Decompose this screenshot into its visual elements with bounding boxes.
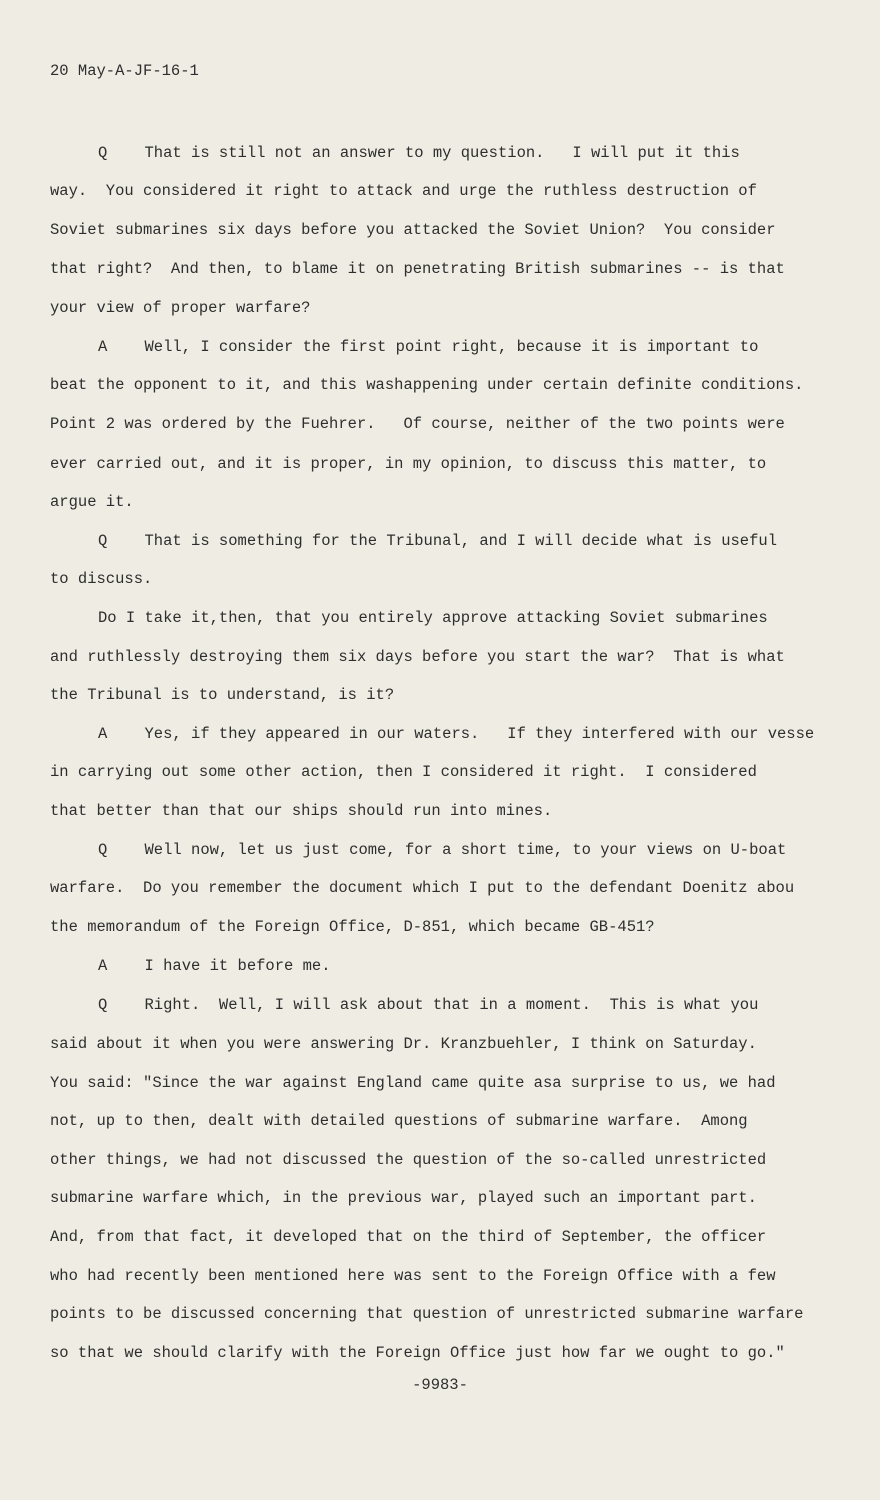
text-line: A I have it before me. xyxy=(98,957,331,975)
text-line: A Yes, if they appeared in our waters. If they interfered with our vesse xyxy=(98,725,815,743)
text-line: argue it. xyxy=(50,493,134,511)
text-line: points to be discussed concerning that question of unrestricted submarine warfare xyxy=(50,1305,804,1323)
text-line: You said: "Since the war against England came quite asa surprise to us, we had xyxy=(50,1074,776,1092)
text-line: that right? And then, to blame it on penetrating British submarines -- is that xyxy=(50,260,785,278)
text-line: who had recently been mentioned here was sent to the Foreign Office with a few xyxy=(50,1267,776,1285)
text-line: Q Well now, let us just come, for a short time, to your views on U-boat xyxy=(98,841,787,859)
text-line: in carrying out some other action, then I considered it right. I considered xyxy=(50,763,757,781)
text-line: not, up to then, dealt with detailed questions of submarine warfare. Among xyxy=(50,1112,748,1130)
text-line: submarine warfare which, in the previous war, played such an important part. xyxy=(50,1189,757,1207)
text-line: to discuss. xyxy=(50,570,153,588)
text-line: way. You considered it right to attack and urge the ruthless destruction of xyxy=(50,182,757,200)
text-line: so that we should clarify with the Foreign Office just how far we ought to go." xyxy=(50,1344,785,1362)
text-line: and ruthlessly destroying them six days before you start the war? That is what xyxy=(50,648,785,666)
text-line: beat the opponent to it, and this washappening under certain definite conditions. xyxy=(50,376,804,394)
text-line: Q Right. Well, I will ask about that in a moment. This is what you xyxy=(98,996,759,1014)
text-line: Q That is something for the Tribunal, and I will decide what is useful xyxy=(98,532,778,550)
text-line: said about it when you were answering Dr. Kranzbuehler, I think on Saturday. xyxy=(50,1035,757,1053)
text-line: your view of proper warfare? xyxy=(50,299,311,317)
text-line: Soviet submarines six days before you attacked the Soviet Union? You consider xyxy=(50,221,776,239)
text-line: A Well, I consider the first point right, because it is important to xyxy=(98,338,759,356)
page-number: -9983- xyxy=(412,1376,468,1394)
text-line: other things, we had not discussed the question of the so-called unrestricted xyxy=(50,1151,767,1169)
text-line: that better than that our ships should run into mines. xyxy=(50,802,553,820)
text-line: the Tribunal is to understand, is it? xyxy=(50,686,395,704)
text-line: Do I take it,then, that you entirely approve attacking Soviet submarines xyxy=(98,609,768,627)
text-line: And, from that fact, it developed that on the third of September, the officer xyxy=(50,1228,767,1246)
text-line: ever carried out, and it is proper, in my opinion, to discuss this matter, to xyxy=(50,455,767,473)
document-header: 20 May-A-JF-16-1 xyxy=(50,62,199,80)
text-line: warfare. Do you remember the document which I put to the defendant Doenitz abou xyxy=(50,879,795,897)
text-line: Q That is still not an answer to my question. I will put it this xyxy=(98,144,740,162)
text-line: the memorandum of the Foreign Office, D-851, which became GB-451? xyxy=(50,918,655,936)
text-line: Point 2 was ordered by the Fuehrer. Of course, neither of the two points were xyxy=(50,415,785,433)
